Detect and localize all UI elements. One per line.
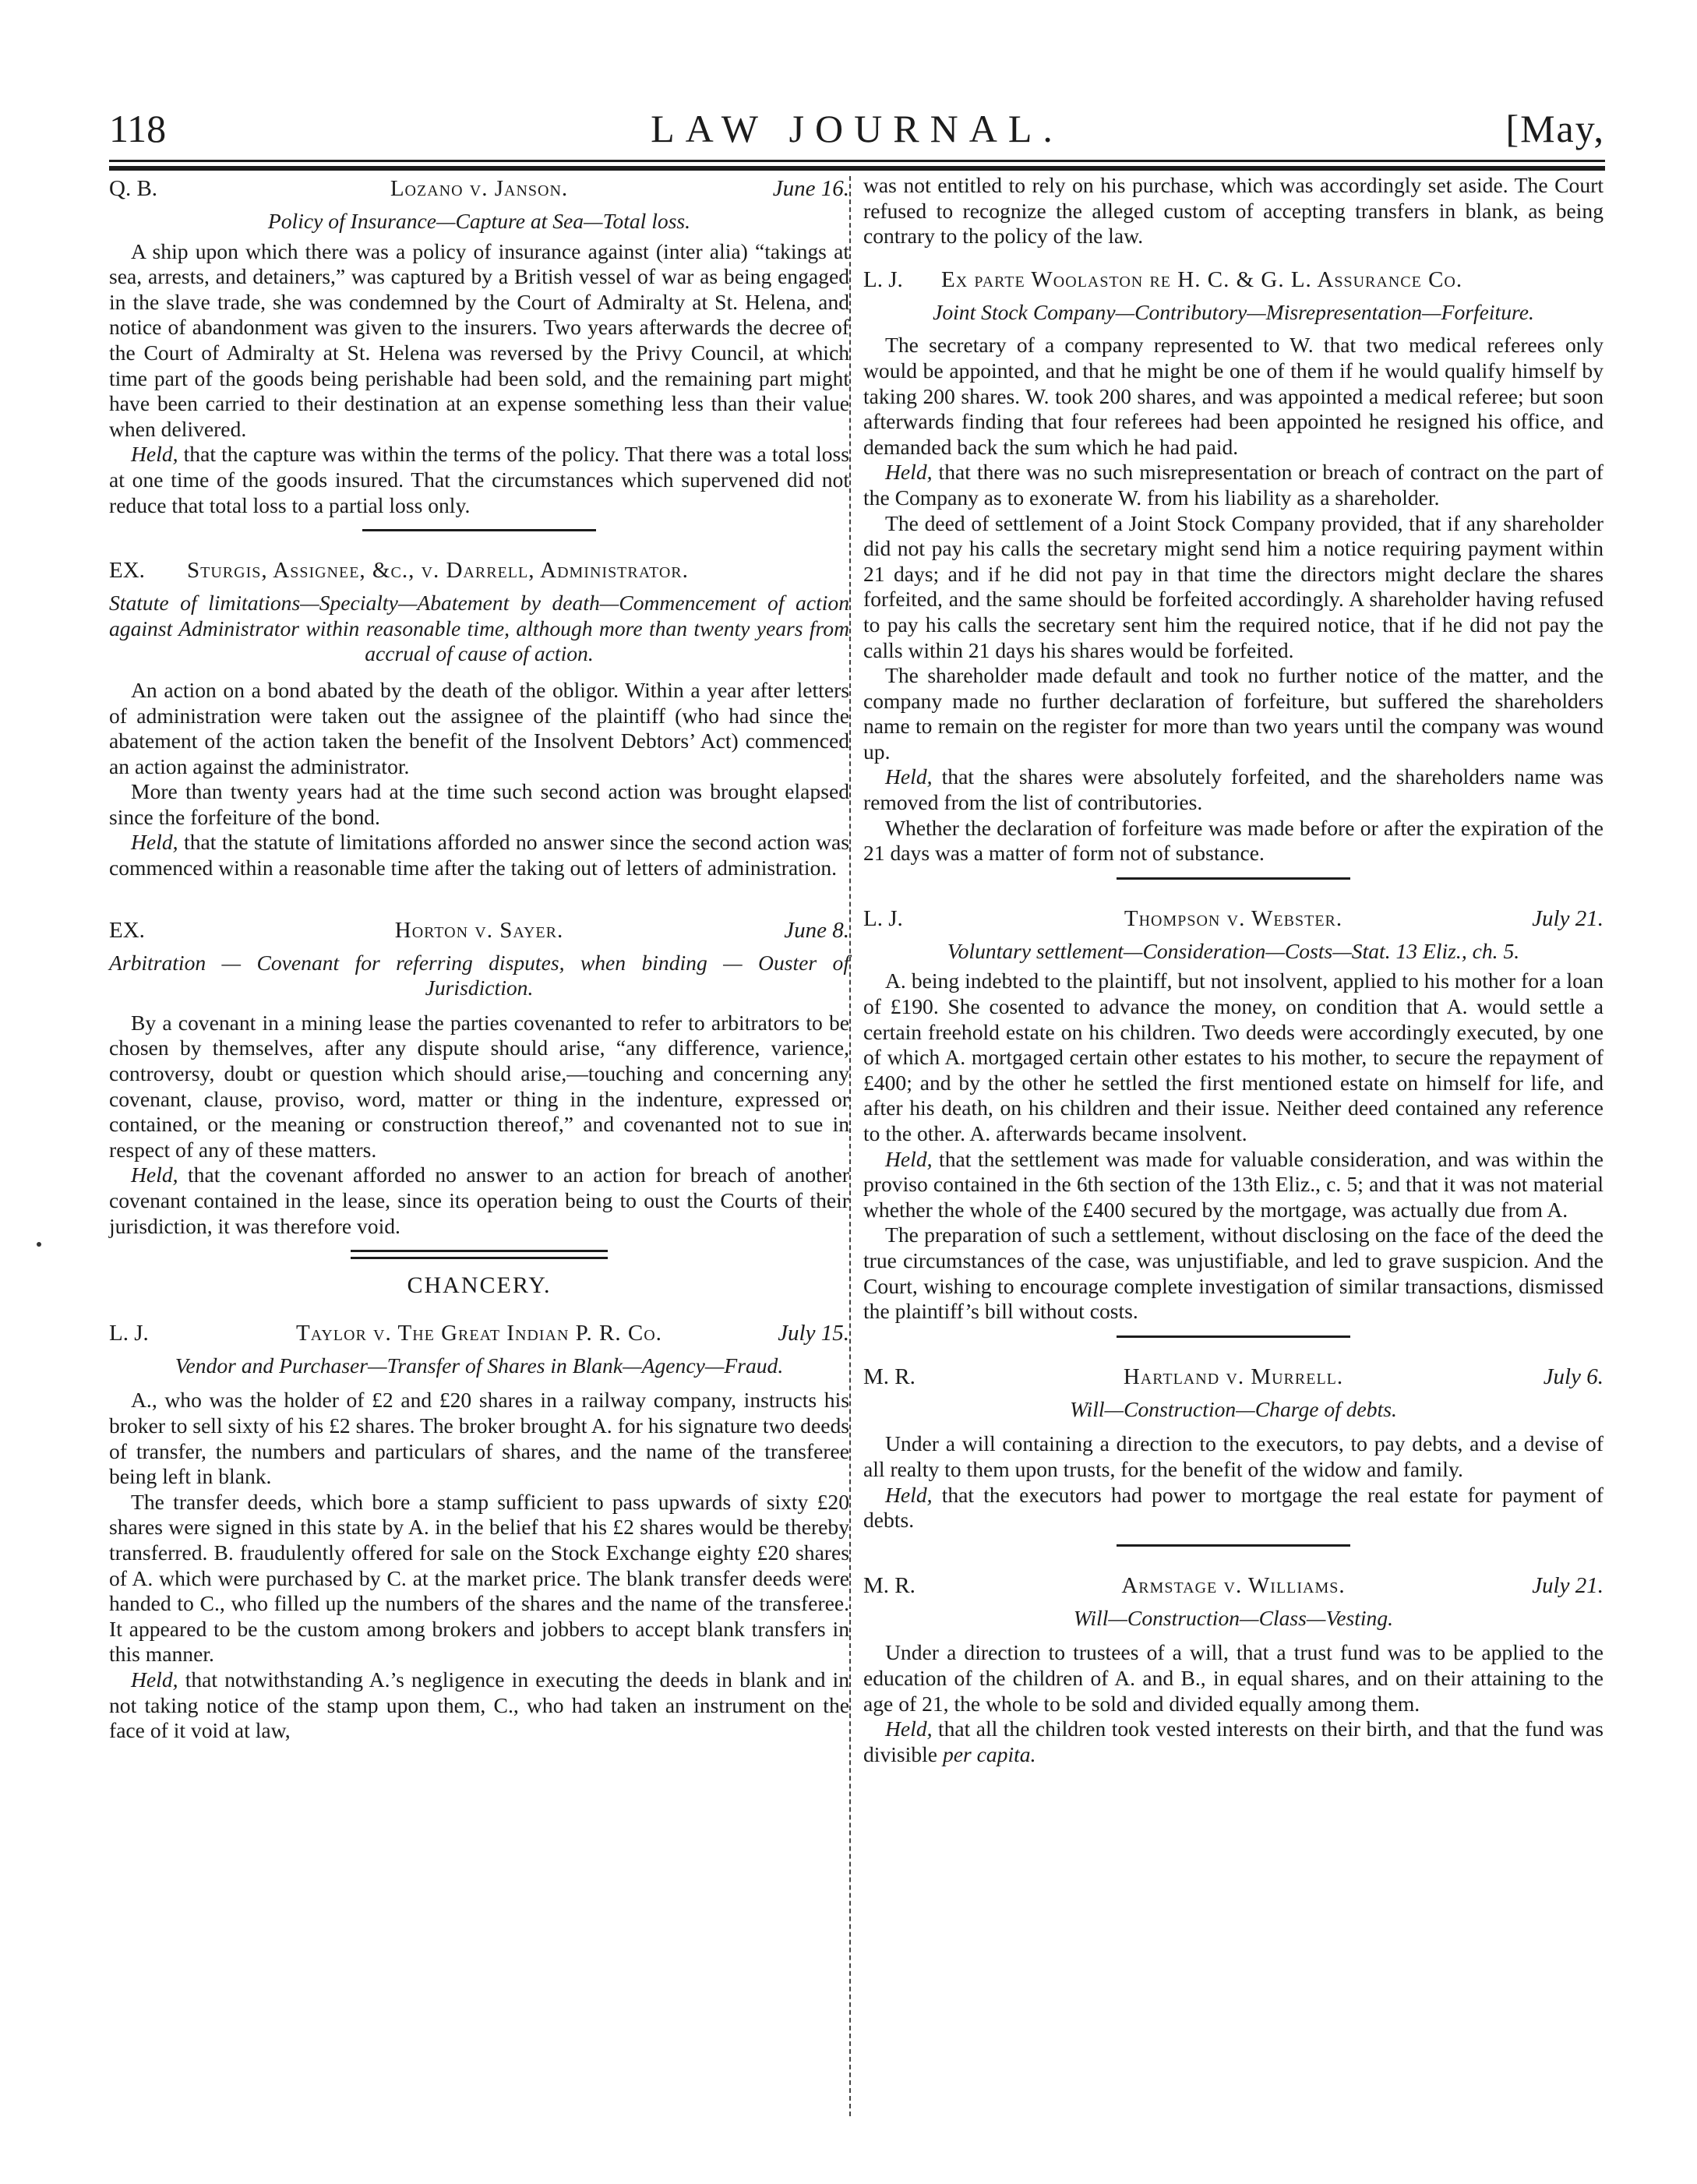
continued-paragraph: was not entitled to rely on his purchase, which was accordingly set aside. The Court refused to recognize the alleged custom of accepting transfers in blank, as being contrary to the policy of the law. bbox=[863, 173, 1604, 249]
case-subject: Joint Stock Company—Contributory—Misrepresentation—Forfeiture. bbox=[933, 299, 1534, 324]
case-name: Armstage v. Williams. bbox=[1121, 1572, 1346, 1598]
held-word: Held, bbox=[885, 764, 933, 789]
case-separator bbox=[1117, 1335, 1350, 1338]
case-date: July 6. bbox=[1543, 1364, 1604, 1389]
case-heading bbox=[863, 1364, 1604, 1397]
case-separator bbox=[1117, 1544, 1350, 1547]
case-paragraph: By a covenant in a mining lease the parties covenanted to refer to arbitrators to be chosen by themselves, after any dispute should arise, “any difference, varience, controversy, doubt or question which should arise,—touching and concerning any covenant, clause, proviso, word, matter or thing in the indenture, expressed or contained, or the meaning or construction thereof,” and covenanted not to sue in respect of any of these matters. bbox=[109, 1010, 849, 1162]
page-number: 118 bbox=[109, 107, 167, 150]
case-date: June 8. bbox=[784, 917, 849, 943]
case-subject: Statute of limitations—Specialty—Abatement by death—Commencement of action against Administrator within reasonable time, although more than twenty years from accrual of cause of action. bbox=[109, 591, 849, 666]
header-double-rule bbox=[109, 160, 1605, 171]
case-paragraph: A., who was the holder of £2 and £20 shares in a railway company, instructs his broker to sell sixty of his £2 shares. The broker brought A. for his signature two deeds of transfer, the numbers and particulars of shares, and the name of the transferee being left in blank. bbox=[109, 1388, 849, 1489]
case-heading bbox=[109, 918, 849, 951]
held-word: Held, bbox=[131, 1163, 178, 1187]
case-paragraph: A ship upon which there was a policy of insurance against (inter alia) “takings at sea, arrests, and detainers,” was captured by a British vessel of war as being engaged in the slave trade, she was condemned by the Court of Admiralty at St. Helena, and notice of abandonment was given to the insurers. Two years afterwards the decree of the Court of Admiralty at St. Helena was reversed by the Privy Council, at which time part of the goods being perishable had been sold, and the remaining part might have been carried to their destination at an expense something less than their value when delivered. bbox=[109, 238, 849, 441]
left-column bbox=[109, 173, 849, 1744]
case-separator bbox=[362, 529, 596, 531]
case-heading bbox=[109, 176, 849, 209]
held-word: Held, bbox=[885, 460, 933, 485]
court-abbrev: EX. bbox=[109, 558, 145, 584]
case-paragraph: Whether the declaration of forfeiture was made before or after the expiration of the 21 days was a matter of form not of substance. bbox=[863, 815, 1604, 866]
case-paragraph: The preparation of such a settlement, without disclosing on the face of the deed the true circumstances of the case, was unjustifiable, and led to grave suspicion. And the Court, wishing to encourage complete investigation of similar transactions, dismissed the plaintiff’s bill without costs. bbox=[863, 1223, 1604, 1324]
held-word: Held, bbox=[131, 830, 178, 855]
held-text: that the settlement was made for valuable consideration, and was within the proviso contained in the 6th section of the 13th Eliz., c. 5; and that it was not material whether the whole of the £400 secured by the mortgage, was actually due from A. bbox=[863, 1146, 1604, 1222]
held-text: that the statute of limitations afforded no answer since the second action was commenced within a reasonable time after the taking out of letters of administration. bbox=[109, 830, 849, 880]
right-column bbox=[863, 173, 1604, 1767]
held-paragraph bbox=[863, 1717, 1604, 1767]
case-paragraph: A. being indebted to the plaintiff, but not insolvent, applied to his mother for a loan of £190. She cosented to advance the money, on condition that A. would settle a certain freehold estate on his children. Two deeds were accordingly executed, by one of which A. mortgaged certain other estates to his mother, to secure the repayment of £400; and by the other he settled the first mentioned estate on himself for life, and after his death, on his children and their issue. Neither deed contained any reference to the other. A. afterwards became insolvent. bbox=[863, 969, 1604, 1145]
case-heading bbox=[109, 558, 849, 591]
case-paragraph: An action on a bond abated by the death of the obligor. Within a year after letters of administration were taken out the assignee of the plaintiff (who had since the abatement of the action taken the benefit of the Insolvent Debtors’ Act) commenced an action against the administrator. bbox=[109, 677, 849, 778]
court-abbrev: M. R. bbox=[863, 1572, 916, 1598]
case-subject: Vendor and Purchaser—Transfer of Shares in Blank—Agency—Fraud. bbox=[175, 1353, 784, 1378]
court-abbrev: M. R. bbox=[863, 1364, 916, 1389]
case-name: Hartland v. Murrell. bbox=[1123, 1364, 1344, 1389]
case-subject: Arbitration — Covenant for referring disputes, when binding — Ouster of Jurisdiction. bbox=[109, 950, 849, 1000]
case-date: July 21. bbox=[1532, 905, 1604, 931]
held-text: that notwithstanding A.’s negligence in executing the deeds in blank and in not taking notice of the stamp upon them, C., who had taken an instrument on the face of it void at law, bbox=[109, 1667, 849, 1743]
court-abbrev: L. J. bbox=[109, 1320, 149, 1346]
held-text: that the shares were absolutely forfeited, and the shareholders name was removed from the list of contributories. bbox=[863, 764, 1604, 815]
case-heading bbox=[863, 906, 1604, 939]
case-date: July 15. bbox=[778, 1320, 849, 1346]
case-name: Sturgis, Assignee, &c., v. Darrell, Administrator. bbox=[187, 558, 689, 584]
held-word: Held, bbox=[131, 1667, 178, 1692]
case-heading bbox=[863, 267, 1604, 300]
held-text: that there was no such misrepresentation or breach of contract on the part of the Company as to exonerate W. from his liability as a shareholder. bbox=[863, 460, 1604, 510]
case-name: Lozano v. Janson. bbox=[390, 176, 569, 201]
case-name: Thompson v. Webster. bbox=[1124, 905, 1343, 931]
case-paragraph: The secretary of a company represented to W. that two medical referees only would be appointed, and that he might be one of them if he would qualify himself by taking 200 shares. W. took 200 shares, and was appointed a medical referee; but soon afterwards finding that four referees had been appointed he resigned his office, and demanded back the sum which he had paid. bbox=[863, 333, 1604, 459]
held-tail: per capita. bbox=[942, 1741, 1036, 1766]
held-word: Held, bbox=[131, 442, 178, 467]
held-word: Held, bbox=[885, 1482, 933, 1507]
case-paragraph: Under a direction to trustees of a will, that a trust fund was to be applied to the education of the children of A. and B., in equal shares, and on their attaining to the age of 21, the whole to be sold and divided equally among them. bbox=[863, 1640, 1604, 1716]
held-word: Held, bbox=[885, 1717, 933, 1741]
case-subject: Will—Construction—Class—Vesting. bbox=[1073, 1605, 1394, 1630]
held-word: Held, bbox=[885, 1146, 933, 1171]
held-text: that all the children took vested interests on their birth, and that the fund was divisible bbox=[863, 1717, 1604, 1766]
held-text: that the covenant afforded no answer to an action for breach of another covenant contained in the lease, since its operation being to oust the Courts of their jurisdiction, it was therefore void. bbox=[109, 1163, 849, 1238]
held-paragraph bbox=[109, 1163, 849, 1239]
held-text: that the executors had power to mortgage the real estate for payment of debts. bbox=[863, 1482, 1604, 1533]
case-paragraph: The transfer deeds, which bore a stamp sufficient to pass upwards of sixty £20 shares were signed in this state by A. in the belief that his £2 shares would be thereby transferred. B. fraudulently offered for sale on the Stock Exchange eighty £20 shares of A. which were purchased by C. at the market price. The blank transfer deeds were handed to C., who filled up the numbers of the shares and the name of the transferee. It appeared to be the custom among brokers and jobbers to accept blank transfers in this manner. bbox=[109, 1489, 849, 1667]
held-paragraph bbox=[863, 764, 1604, 815]
case-paragraph: The deed of settlement of a Joint Stock Company provided, that if any shareholder did not pay his calls the secretary might send him a notice requiring payment within 21 days; and if he did not pay in that time the directors might declare the shares forfeited, and the same should be forfeited accordingly. A shareholder having refused to pay his calls the secretary sent him the required notice, that if he did not pay the calls within 21 days his shares would be forfeited. bbox=[863, 510, 1604, 662]
section-separator bbox=[351, 1250, 608, 1259]
journal-title: LAW JOURNAL. bbox=[651, 107, 1064, 150]
case-heading bbox=[863, 1573, 1604, 1606]
case-name: Ex parte Woolaston re H. C. & G. L. Assurance Co. bbox=[941, 266, 1463, 292]
case-name: Taylor v. The Great Indian P. R. Co. bbox=[296, 1320, 662, 1346]
case-paragraph: Under a will containing a direction to the executors, to pay debts, and a devise of all realty to them upon trusts, for the benefit of the widow and family. bbox=[863, 1431, 1604, 1481]
held-paragraph bbox=[109, 1667, 849, 1744]
held-paragraph bbox=[109, 442, 849, 518]
column-divider bbox=[849, 176, 851, 2116]
margin-speck bbox=[37, 1242, 41, 1247]
case-date: July 21. bbox=[1532, 1572, 1604, 1598]
issue-month: [May, bbox=[1505, 107, 1605, 150]
held-text: that the capture was within the terms of the policy. That there was a total loss at one time of the goods insured. That the circumstances which supervened did not reduce that total loss to a partial loss only. bbox=[109, 442, 849, 517]
case-paragraph: More than twenty years had at the time such second action was brought elapsed since the forfeiture of the bond. bbox=[109, 779, 849, 829]
case-separator bbox=[1117, 877, 1350, 880]
case-subject: Policy of Insurance—Capture at Sea—Total loss. bbox=[267, 209, 691, 233]
case-heading bbox=[109, 1321, 849, 1353]
court-abbrev: Q. B. bbox=[109, 176, 158, 201]
held-paragraph bbox=[863, 1483, 1604, 1533]
court-abbrev: L. J. bbox=[863, 905, 903, 931]
court-abbrev: EX. bbox=[109, 917, 145, 943]
case-paragraph: The shareholder made default and took no further notice of the matter, and the company made no further declaration of forfeiture, but suffered the shareholders name to remain on the register for more than two years until the company was wound up. bbox=[863, 663, 1604, 764]
held-paragraph bbox=[863, 460, 1604, 510]
held-paragraph bbox=[863, 1147, 1604, 1223]
court-abbrev: L. J. bbox=[863, 266, 903, 292]
held-paragraph bbox=[109, 830, 849, 880]
case-date: June 16. bbox=[772, 176, 849, 201]
section-title: CHANCERY. bbox=[407, 1272, 552, 1299]
case-name: Horton v. Sayer. bbox=[394, 917, 564, 943]
case-subject: Will—Construction—Charge of debts. bbox=[1070, 1396, 1397, 1421]
case-subject: Voluntary settlement—Consideration—Costs—Stat. 13 Eliz., ch. 5. bbox=[947, 938, 1520, 963]
running-head bbox=[109, 106, 1605, 161]
